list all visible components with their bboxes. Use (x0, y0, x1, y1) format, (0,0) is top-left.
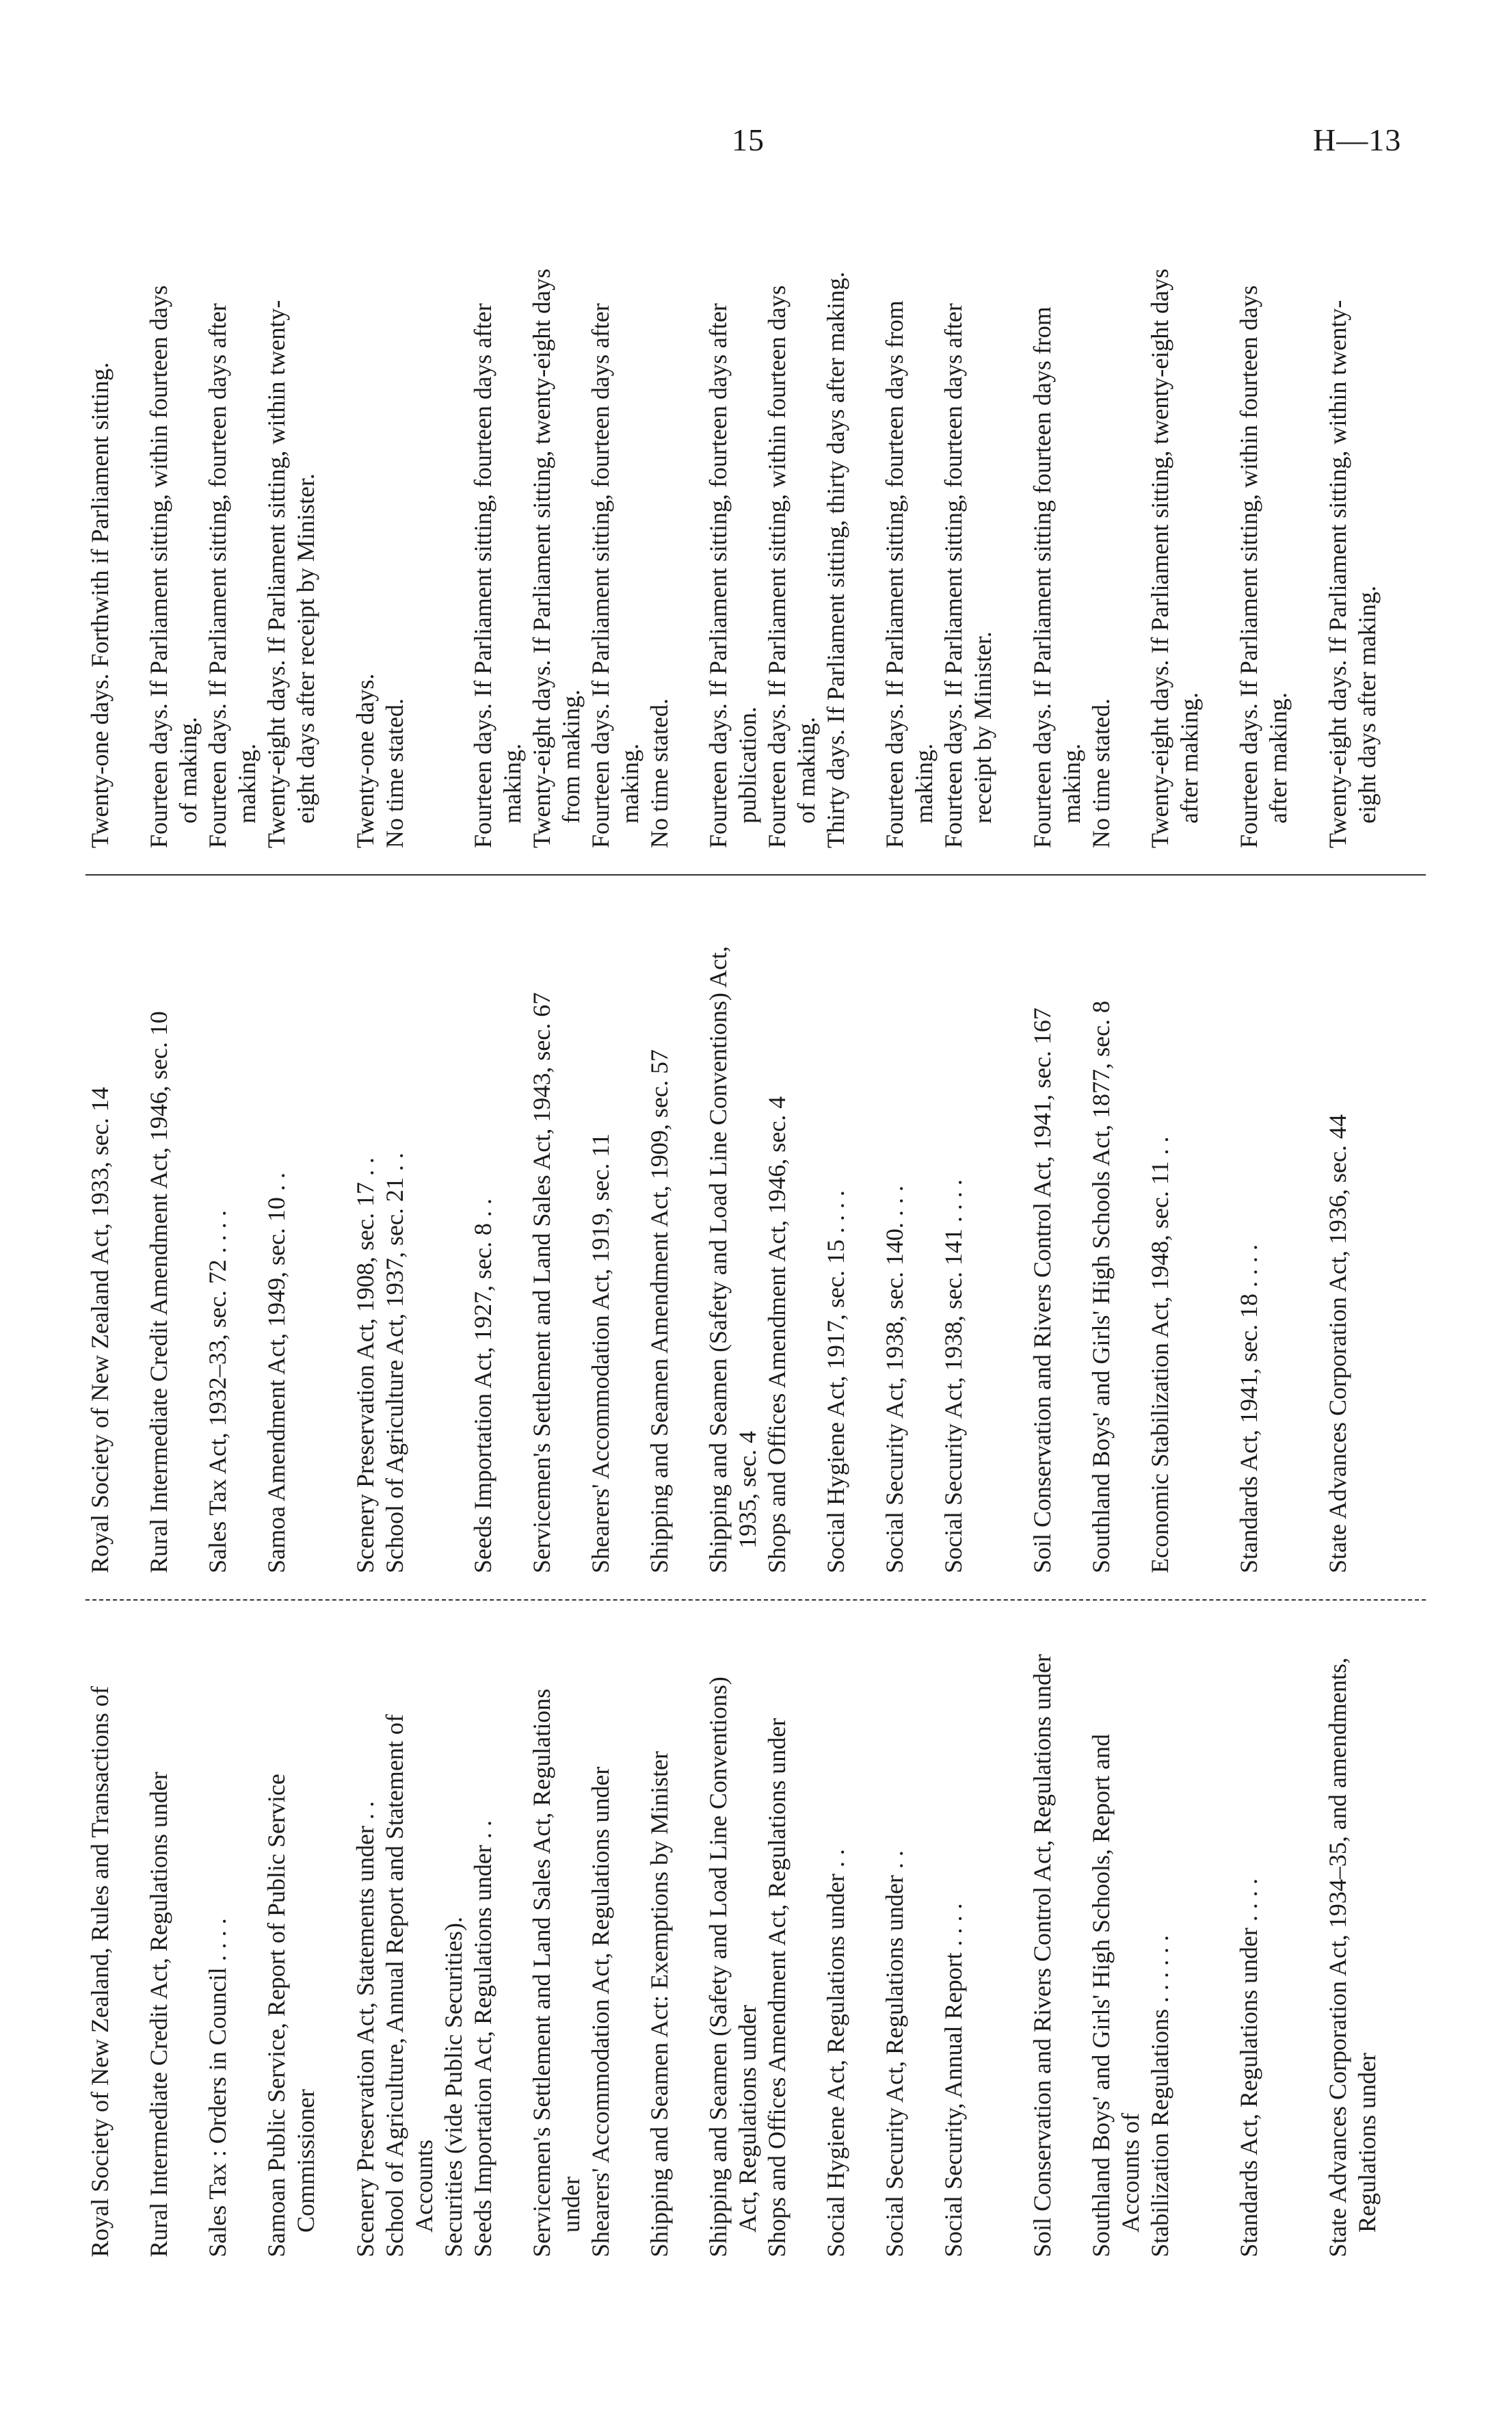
cell-time (527, 260, 586, 848)
cell-act (645, 917, 674, 1573)
cell-text: Royal Society of New Zealand Act, 1933, sec. 14 (86, 1087, 114, 1573)
cell-text: Twenty-eight days. If Parliament sitting, twenty-eight days after making. (1146, 268, 1203, 848)
document-reference: H—13 (1313, 122, 1402, 157)
cell-text: Samoa Amendment Act, 1949, sec. 10 . . (263, 1172, 290, 1573)
cell-time (645, 260, 674, 848)
cell-title (203, 1642, 233, 2257)
cell-time (1087, 260, 1116, 848)
cell-act (1234, 917, 1264, 1573)
cell-text: Rural Intermediate Credit Amendment Act, 1946, sec. 10 (145, 1011, 172, 1573)
cell-text: Southland Boys' and Girls' High Schools, Report and Accounts of (1087, 1734, 1144, 2257)
cell-text: Fourteen days. If Parliament sitting, within fourteen days of making. (763, 285, 820, 848)
cell-text: Social Hygiene Act, 1917, sec. 15 . . . . (822, 1190, 849, 1573)
column-divider (85, 1599, 1426, 1601)
cell-title (380, 1642, 439, 2257)
cell-text: Standards Act, 1941, sec. 18 . . . . (1235, 1244, 1262, 1573)
cell-text: Fourteen days. If Parliament sitting, fourteen days after publication. (704, 303, 761, 848)
cell-time (1234, 260, 1293, 848)
cell-time (586, 260, 645, 848)
cell-text: Twenty-eight days. If Parliament sitting, twenty-eight days from making. (528, 268, 585, 848)
cell-text: Fourteen days. If Parliament sitting, fourteen days after making. (587, 303, 644, 848)
column-time-limit (85, 260, 1426, 848)
cell-time (85, 260, 115, 848)
cell-text: Servicemen's Settlement and Land Sales Act, 1943, sec. 67 (528, 992, 555, 1573)
cell-title (468, 1642, 498, 2257)
cell-text: Shops and Offices Amendment Act, Regulations under (763, 1718, 791, 2257)
column-act (85, 917, 1426, 1573)
cell-time (351, 260, 380, 848)
cell-text: Social Security Act, 1938, sec. 140. . . . (881, 1185, 908, 1573)
cell-act (1145, 917, 1175, 1573)
cell-text: Shipping and Seamen (Safety and Load Line Conventions) Act, Regulations under (704, 1677, 761, 2257)
cell-title (1087, 1642, 1145, 2257)
cell-text: Shops and Offices Amendment Act, 1946, sec. 4 (763, 1096, 791, 1573)
page-number: 15 (732, 122, 765, 157)
cell-text: Servicemen's Settlement and Land Sales Act, Regulations under (528, 1688, 585, 2257)
cell-time (203, 260, 262, 848)
cell-act (468, 917, 498, 1573)
cell-title (439, 1642, 468, 2257)
cell-time (144, 260, 203, 848)
cell-text: Twenty-eight days. If Parliament sitting, within twenty-eight days after making. (1324, 300, 1381, 848)
cell-act (586, 917, 615, 1573)
cell-title (762, 1642, 792, 2257)
cell-title (144, 1642, 174, 2257)
cell-time (821, 260, 851, 848)
cell-title (880, 1642, 910, 2257)
cell-text: Fourteen days. If Parliament sitting, fourteen days after making. (204, 303, 261, 848)
cell-title (704, 1642, 762, 2257)
cell-title (262, 1642, 321, 2257)
cell-text: Securities (vide Public Securities). (440, 1917, 467, 2257)
cell-text: Economic Stabilization Act, 1948, sec. 11 . . (1146, 1136, 1173, 1573)
cell-act (262, 917, 291, 1573)
cell-text: Thirty days. If Parliament sitting, thirty days after making. (822, 272, 849, 848)
cell-text: Fourteen days. If Parliament sitting, within fourteen days after making. (1235, 285, 1292, 848)
cell-text: Shipping and Seamen Act: Exemptions by Minister (646, 1751, 673, 2257)
cell-text: No time stated. (1087, 698, 1115, 848)
cell-title (939, 1642, 968, 2257)
cell-time (1028, 260, 1087, 848)
cell-text: School of Agriculture Act, 1937, sec. 21 . . (381, 1153, 408, 1573)
cell-act (821, 917, 851, 1573)
cell-time (380, 260, 410, 848)
cell-text: Rural Intermediate Credit Act, Regulations under (145, 1772, 172, 2257)
cell-text: Soil Conservation and Rivers Control Act, Regulations under (1029, 1654, 1056, 2257)
cell-act (762, 917, 792, 1573)
cell-text: Shearers' Accommodation Act, 1919, sec. 11 (587, 1133, 614, 1573)
cell-text: Seeds Importation Act, 1927, sec. 8 . . (469, 1198, 496, 1573)
column-title (85, 1642, 1426, 2257)
cell-act (144, 917, 174, 1573)
cell-title (527, 1642, 586, 2257)
cell-text: Fourteen days. If Parliament sitting, within fourteen days of making. (145, 285, 202, 848)
cell-text: Soil Conservation and Rivers Control Act, 1941, sec. 167 (1029, 1008, 1056, 1573)
cell-text: State Advances Corporation Act, 1936, sec. 44 (1324, 1114, 1351, 1573)
cell-time (939, 260, 998, 848)
cell-title (1145, 1642, 1175, 2257)
cell-text: Twenty-one days. (352, 673, 379, 848)
cell-text: Fourteen days. If Parliament sitting, fourteen days from making. (881, 300, 938, 848)
cell-act (527, 917, 557, 1573)
cell-text: Shipping and Seamen (Safety and Load Line Conventions) Act, 1935, sec. 4 (704, 946, 761, 1573)
cell-text: Seeds Importation Act, Regulations under . . (469, 1820, 496, 2257)
cell-text: Scenery Preservation Act, Statements under . . (352, 1801, 379, 2257)
cell-text: Social Security Act, 1938, sec. 141 . . . . (940, 1179, 967, 1573)
cell-text: Standards Act, Regulations under . . . . (1235, 1878, 1262, 2257)
cell-act (880, 917, 910, 1573)
cell-text: Social Security, Annual Report . . . . (940, 1903, 967, 2257)
cell-title (85, 1642, 115, 2257)
cell-text: Sales Tax : Orders in Council . . . . (204, 1918, 231, 2257)
cell-time (704, 260, 762, 848)
cell-text: Scenery Preservation Act, 1908, sec. 17 . . (352, 1157, 379, 1573)
cell-text: Royal Society of New Zealand, Rules and Transactions of (86, 1686, 114, 2257)
cell-act (1323, 917, 1353, 1573)
cell-title (351, 1642, 380, 2257)
cell-time (468, 260, 527, 848)
cell-text: Sales Tax Act, 1932–33, sec. 72 . . . . (204, 1210, 231, 1573)
cell-text: Twenty-one days. Forthwith if Parliament sitting. (86, 362, 114, 848)
cell-text: Stabilization Regulations . . . . . . (1146, 1935, 1173, 2257)
cell-act (203, 917, 233, 1573)
cell-title (645, 1642, 674, 2257)
cell-text: Fourteen days. If Parliament sitting fourteen days from making. (1029, 306, 1085, 848)
column-divider (85, 874, 1426, 876)
cell-time (762, 260, 821, 848)
cell-text: Samoan Public Service, Report of Public Service Commissioner (263, 1774, 319, 2257)
cell-text: School of Agriculture, Annual Report and Statement of Accounts (381, 1714, 438, 2257)
cell-text: No time stated. (646, 698, 673, 848)
cell-text: Social Security Act, Regulations under . . (881, 1850, 908, 2257)
cell-title (821, 1642, 851, 2257)
cell-act (85, 917, 115, 1573)
rotated-table (85, 260, 1426, 2257)
cell-time (1145, 260, 1204, 848)
cell-text: Twenty-eight days. If Parliament sitting, within twenty-eight days after receipt by Minister. (263, 300, 319, 848)
cell-title (1234, 1642, 1264, 2257)
cell-time (262, 260, 321, 848)
cell-text: Fourteen days. If Parliament sitting, fourteen days after making. (469, 303, 526, 848)
cell-act (380, 917, 410, 1573)
cell-text: Fourteen days. If Parliament sitting, fourteen days after receipt by Minister. (940, 303, 996, 848)
cell-act (704, 917, 762, 1573)
cell-title (1028, 1642, 1057, 2257)
cell-text: Southland Boys' and Girls' High Schools Act, 1877, sec. 8 (1087, 1001, 1115, 1573)
cell-time (880, 260, 939, 848)
cell-title (586, 1642, 615, 2257)
cell-time (1323, 260, 1382, 848)
cell-text: Social Hygiene Act, Regulations under . . (822, 1849, 849, 2257)
cell-text: No time stated. (381, 698, 408, 848)
cell-text: State Advances Corporation Act, 1934–35, and amendments, Regulations under (1324, 1657, 1381, 2257)
cell-act (1028, 917, 1057, 1573)
cell-text: Shearers' Accommodation Act, Regulations under (587, 1766, 614, 2257)
cell-title (1323, 1642, 1382, 2257)
cell-act (351, 917, 380, 1573)
cell-text: Shipping and Seamen Amendment Act, 1909, sec. 57 (646, 1049, 673, 1573)
cell-act (1087, 917, 1116, 1573)
cell-act (939, 917, 968, 1573)
